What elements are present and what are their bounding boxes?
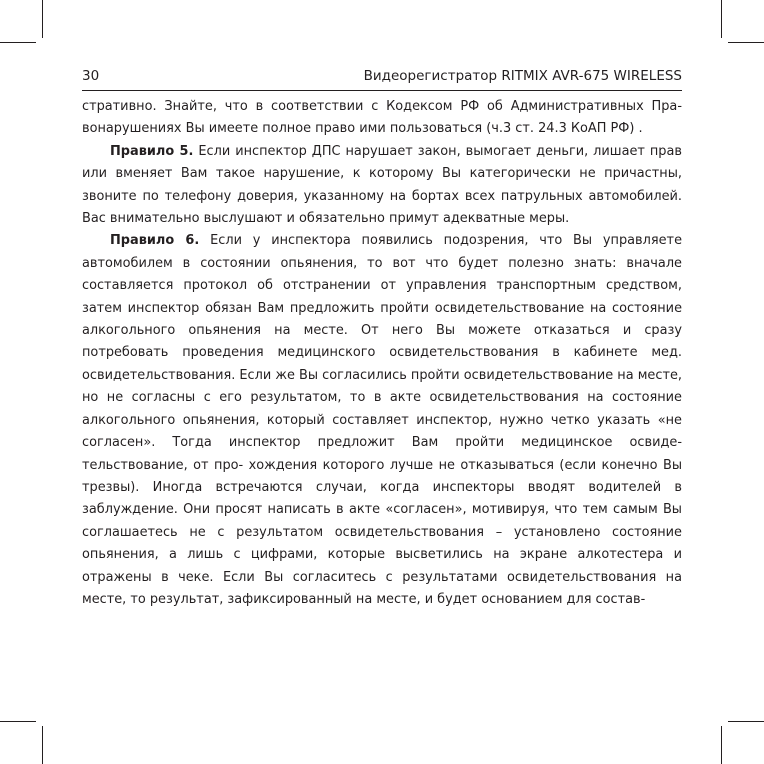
crop-mark-top-right-horizontal bbox=[728, 42, 764, 43]
running-title: Видеорегистратор RITMIX AVR-675 WIRELESS bbox=[363, 68, 682, 84]
crop-mark-top-right-vertical bbox=[721, 0, 722, 38]
rule-heading: Правило 6. bbox=[110, 233, 200, 249]
crop-mark-bottom-left-horizontal bbox=[0, 721, 36, 722]
paragraph-text: Если у инспектора появились подозрения, что Вы управляете автомобилем в состоянии опьянения, то вот что будет полезно знать: вначале составляется протокол об отстранении от управления транспортным средством, затем инспектор обязан Вам предложить пройти освидетельствование на состояние алкогольного опьянения на месте. От него Вы можете отказаться и сразу потребовать проведения медицинского освидетельствования в кабинете мед. освидетельствования. Если же Вы согласились пройти освидетельствование на месте, но не согласны с его результатом, то в акте освидетельствования на состояние алкогольного опьянения, который составляет инспектор, нужно четко указать «не согласен». Тогда инспектор предложит Вам пройти медицинское освидетельствование, от про- хождения которого лучше не отказываться (если конечно Вы трезвы). Иногда встречаются случаи, когда инспекторы вводят водителей в заблуждение. Они просят написать в акте «согласен», мотивируя, что тем самым Вы соглашаетесь не с результатом освидетельствования – установлено состояние опьянения, а лишь с цифрами, которые высветились на экране алкотестера и отражены в чеке. Если Вы согласитесь с результатами освидетельствования на месте, то результат, зафиксированный на месте, и будет основанием для состав- bbox=[82, 233, 682, 607]
paragraph-text: Если инспектор ДПС нарушает закон, вымогает деньги, лишает прав или вменяет Вам такое нарушение, к которому Вы категорически не причастны, звоните по телефону доверия, указанному на бортах всех патрульных автомобилей. Вас внимательно выслушают и обязательно примут адекватные меры. bbox=[82, 143, 682, 227]
crop-mark-bottom-right-vertical bbox=[721, 726, 722, 764]
page-number: 30 bbox=[82, 68, 100, 84]
body-text bbox=[82, 96, 682, 611]
header-rule bbox=[82, 90, 682, 91]
rule-heading: Правило 5. bbox=[110, 143, 194, 159]
crop-mark-bottom-right-horizontal bbox=[728, 721, 764, 722]
crop-mark-top-left-vertical bbox=[42, 0, 43, 38]
paragraph-continuation bbox=[82, 96, 682, 141]
paragraph-text: стративно. Знайте, что в соответствии с Кодексом РФ об Административных Правонарушениях Вы имеете полное право ими пользоваться (ч.3 ст. 24.3 КоАП РФ) . bbox=[82, 99, 682, 137]
page-header bbox=[82, 66, 682, 86]
crop-mark-top-left-horizontal bbox=[0, 42, 36, 43]
paragraph-rule-6 bbox=[82, 230, 682, 611]
paragraph-rule-5 bbox=[82, 141, 682, 231]
crop-mark-bottom-left-vertical bbox=[42, 726, 43, 764]
